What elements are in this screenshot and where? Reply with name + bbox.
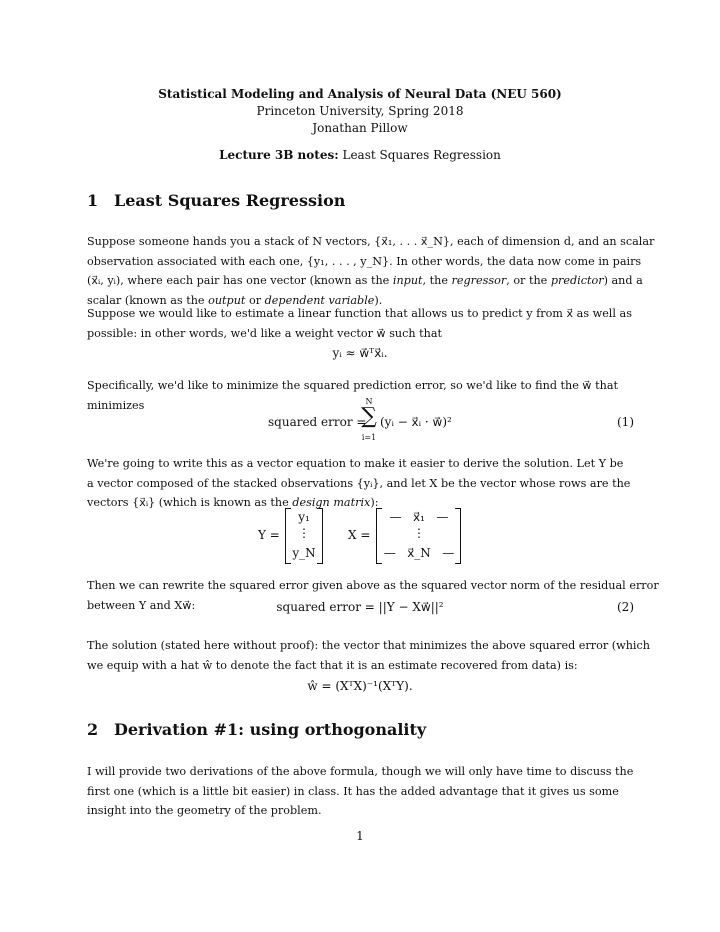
text-line <box>87 271 643 291</box>
matrix-x-label: X = <box>348 528 371 542</box>
paragraph-linear-function <box>87 304 635 343</box>
author: Jonathan Pillow <box>312 121 408 135</box>
term-predictor: predictor <box>550 274 604 288</box>
eq1-sum-lower: i=1 <box>361 433 377 442</box>
term-regressor: regressor <box>451 274 507 288</box>
paragraph-derivations <box>87 762 635 821</box>
matrix-x-row: ⋮ <box>413 526 425 540</box>
course-title: Statistical Modeling and Analysis of Neural Data (NEU 560) <box>158 87 562 101</box>
section-heading-2 <box>87 720 426 739</box>
term-dependent-variable: dependent variable <box>264 293 375 307</box>
matrix-block <box>0 508 720 564</box>
bracket-left <box>376 508 382 564</box>
equation-1 <box>0 397 720 445</box>
matrix-y-label: Y = <box>258 528 280 542</box>
equation-2 <box>0 600 720 620</box>
text-line: Specifically, we'd like to minimize the squared prediction error, so we'd like to find the w⃗ that <box>87 379 618 392</box>
bracket-right <box>317 508 323 564</box>
text-span: , the <box>422 274 448 288</box>
lecture-label: Lecture 3B notes: <box>219 148 339 162</box>
text-span: scalar (known as the <box>87 293 205 307</box>
text-line: first one (which is a little bit easier) in class. It has the added advantage that it gives us some <box>87 784 619 798</box>
text-span: (x⃗ᵢ, yᵢ), where each pair has one vector (known as the <box>87 274 390 288</box>
institution: Princeton University, Spring 2018 <box>256 104 464 118</box>
section-number: 2 <box>87 720 99 739</box>
bracket-right <box>455 508 461 564</box>
text-span: ). <box>374 293 383 307</box>
section-number: 1 <box>87 191 99 210</box>
term-output: output <box>208 293 246 307</box>
text-line: insight into the geometry of the problem. <box>87 804 322 818</box>
paragraph-intro <box>87 232 655 310</box>
text-span: , or the <box>506 274 548 288</box>
text-span: ) and a <box>603 274 643 288</box>
matrix-y-entry: y_N <box>292 546 316 560</box>
text-line: Suppose someone hands you a stack of N vectors, {x⃗₁, . . . x⃗_N}, each of dimension d, and an scalar <box>87 235 655 248</box>
equation-approx: yᵢ ≈ w⃗ᵀx⃗ᵢ. <box>332 346 388 360</box>
text-line: The solution (stated here without proof): the vector that minimizes the above squared error (which <box>87 639 650 652</box>
section-title: Least Squares Regression <box>114 191 346 210</box>
text-line: between Y and Xw⃗: <box>87 598 196 612</box>
lecture-title: Least Squares Regression <box>342 148 501 162</box>
lecture-line <box>0 148 720 162</box>
term-design-matrix: design matrix <box>292 496 371 510</box>
page-number: 1 <box>356 829 364 843</box>
matrix-y-entry: y₁ <box>298 510 310 524</box>
text-line: a vector composed of the stacked observations {yᵢ}, and let X be the vector whose rows are the <box>87 476 631 490</box>
matrix-x-row: — x⃗₁ — <box>389 510 449 524</box>
matrix-x-row: — x⃗_N — <box>383 546 455 560</box>
text-span: ): <box>370 496 379 510</box>
section-heading-1 <box>87 191 345 210</box>
text-line: Suppose we would like to estimate a linear function that allows us to predict y from x⃗ as well as <box>87 307 632 320</box>
matrix-y-entry: ⋮ <box>298 526 310 540</box>
text-line: I will provide two derivations of the above formula, though we will only have time to discuss the <box>87 765 634 778</box>
paragraph-vector-equation <box>87 454 635 513</box>
equation-solution: ŵ = (XᵀX)⁻¹(XᵀY). <box>307 679 413 693</box>
sum-symbol: ∑ <box>361 404 377 429</box>
text-span: or <box>248 293 262 307</box>
text-line: Then we can rewrite the squared error given above as the squared vector norm of the residual error <box>87 579 659 592</box>
equation-number-1: (1) <box>617 415 634 429</box>
eq2-body: squared error = ||Y − Xw⃗||² <box>276 600 444 614</box>
eq1-body: (yᵢ − x⃗ᵢ · w⃗)² <box>380 415 452 429</box>
text-line: possible: in other words, we'd like a weight vector w⃗ such that <box>87 326 443 340</box>
text-line: we equip with a hat ŵ to denote the fact that it is an estimate recovered from data) is: <box>87 658 578 672</box>
text-line: We're going to write this as a vector equation to make it easier to derive the solution. Let Y be <box>87 457 624 470</box>
term-input: input <box>392 274 423 288</box>
text-line: minimizes <box>87 398 145 412</box>
equation-number-2: (2) <box>617 600 634 614</box>
text-line: observation associated with each one, {y₁, . . . , y_N}. In other words, the data now come in pairs <box>87 254 642 268</box>
bracket-left <box>285 508 291 564</box>
eq1-lhs: squared error = <box>268 415 367 429</box>
text-span: vectors {x⃗ᵢ} (which is known as the <box>87 496 289 510</box>
eq1-sum-upper: N <box>365 397 373 406</box>
paragraph-solution <box>87 636 650 675</box>
section-title: Derivation #1: using orthogonality <box>114 720 427 739</box>
